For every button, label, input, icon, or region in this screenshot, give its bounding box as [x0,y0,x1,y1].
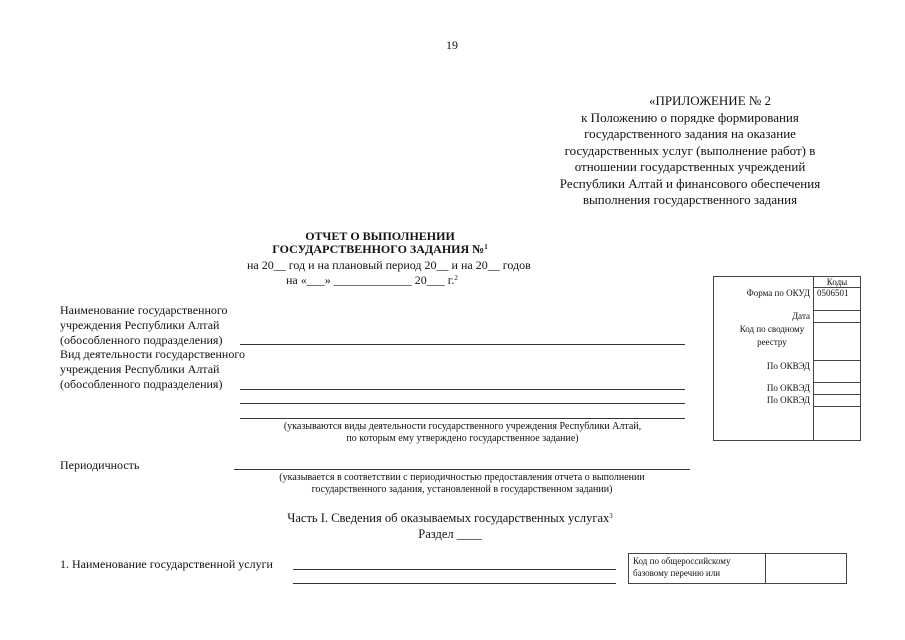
report-title-2-text: ГОСУДАРСТВЕННОГО ЗАДАНИЯ № [272,242,485,256]
label-line: учреждения Республики Алтай [60,362,220,376]
base-code-table [628,553,847,584]
codes-label-date: Дата [714,311,814,323]
periodicity-label: Периодичность [60,458,140,472]
codes-value-registry[interactable] [814,323,861,361]
footnote-2: 2 [454,274,458,282]
activity-note [240,421,685,445]
codes-value-okved-1[interactable] [814,361,861,383]
activity-type-field-3[interactable] [240,418,685,419]
appendix-line: Республики Алтай и финансового обеспечения [559,175,821,191]
codes-label-okved-1: По ОКВЭД [714,361,814,383]
service-name-field[interactable] [293,569,616,570]
appendix-title: «ПРИЛОЖЕНИЕ № 2 [648,93,772,108]
note-line: по которым ему утверждено государственное задание) [346,433,579,444]
codes-value-okud[interactable]: 0506501 [814,288,861,311]
periodicity-note [234,472,690,496]
appendix-line: выполнения государственного задания [582,192,798,207]
part-title [240,511,660,526]
institution-name-field[interactable] [240,344,685,345]
section-label: Раздел ____ [418,527,482,541]
codes-value-blank[interactable] [814,407,861,441]
footnote-3: 3 [609,512,613,520]
activity-type-field-2[interactable] [240,403,685,404]
codes-label-okud: Форма по ОКУД [714,288,814,311]
footnote-1: 1 [484,243,488,251]
service-name-field-2[interactable] [293,583,616,584]
codes-label-blank [714,407,814,441]
codes-table [713,276,861,441]
base-code-value[interactable] [766,554,847,584]
label-line: (обособленного подразделения) [60,377,223,391]
appendix-line: отношении государственных учреждений [574,159,806,174]
base-code-label [629,554,766,584]
codes-header: Коды [814,277,861,288]
report-title-2 [220,242,540,257]
activity-type-field[interactable] [240,389,685,390]
appendix-block [520,93,860,209]
label-line: (обособленного подразделения) [60,333,223,347]
note-line: (указывается в соответствии с периодичностью предоставления отчета о выполнении [279,472,645,483]
activity-type-label [60,347,245,392]
base-code-label-line: базовому перечню или [633,568,721,578]
institution-name-label [60,303,227,348]
report-date-text: на «___» _____________ 20___ г. [286,273,455,287]
appendix-line: к Положению о порядке формирования [581,109,799,125]
codes-header-blank [714,277,814,288]
page-number: 19 [446,38,458,52]
service-name-label: 1. Наименование государственной услуги [60,557,273,571]
codes-value-okved-3[interactable] [814,395,861,407]
label-line: учреждения Республики Алтай [60,318,220,332]
label-line: Вид деятельности государственного [60,347,245,361]
report-period: на 20__ год и на плановый период 20__ и на 20__ годов [247,258,531,272]
codes-value-okved-2[interactable] [814,383,861,395]
label-line: Наименование государственного [60,303,228,317]
part-title-text: Часть I. Сведения об оказываемых государственных услугах [287,511,610,525]
base-code-label-line: Код по общероссийскому [633,556,731,566]
periodicity-field[interactable] [234,469,690,470]
report-date [286,273,458,288]
codes-value-date[interactable] [814,311,861,323]
codes-label-registry: Код по сводному реестру [714,323,814,361]
report-title-1: ОТЧЕТ О ВЫПОЛНЕНИИ [305,229,455,243]
note-line: государственного задания, установленной в государственном задании) [311,484,613,495]
note-line: (указываются виды деятельности государственного учреждения Республики Алтай, [283,421,642,432]
codes-label-okved-3: По ОКВЭД [714,395,814,407]
codes-label-okved-2: По ОКВЭД [714,383,814,395]
appendix-line: государственных услуг (выполнение работ) в [564,142,816,158]
appendix-line: государственного задания на оказание [584,126,796,141]
